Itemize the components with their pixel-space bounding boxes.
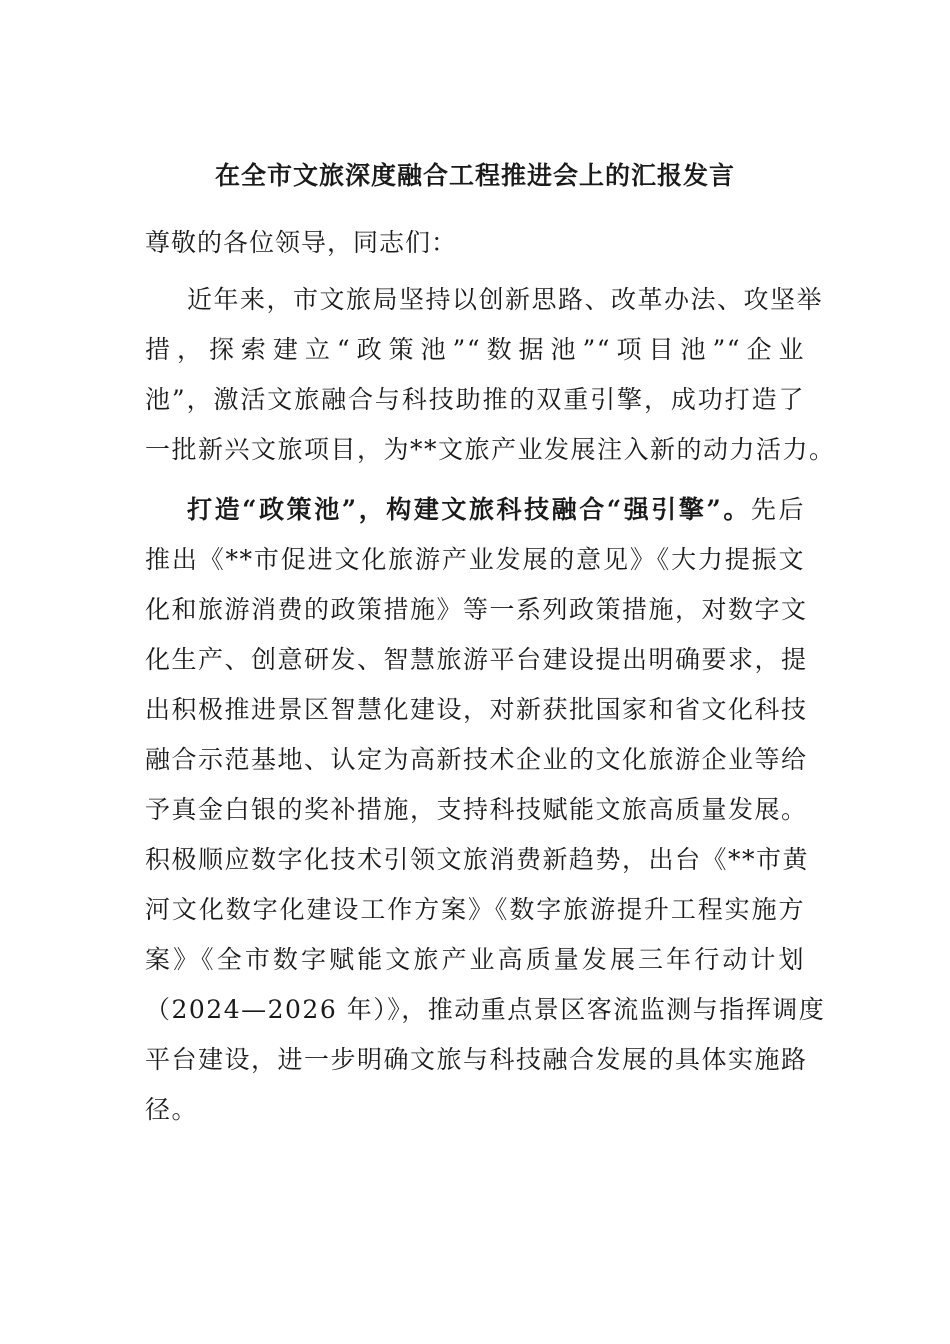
paragraph-line: 案》《全市数字赋能文旅产业高质量发展三年行动计划 [145, 945, 805, 974]
paragraph-line: 化和旅游消费的政策措施》等一系列政策措施，对数字文 [145, 595, 808, 624]
paragraph-line: 径。 [145, 1095, 199, 1124]
paragraph-line: 措，探索建立“政策池”“数据池”“项目池”“企业 [145, 335, 805, 364]
paragraph-line: 予真金白银的奖补措施，支持科技赋能文旅高质量发展。 [145, 795, 808, 824]
paragraph-line: （2024—2026 年）》，推动重点景区客流监测与指挥调度 [145, 995, 826, 1024]
paragraph-line: 积极顺应数字化技术引领文旅消费新趋势，出台《**市黄 [145, 845, 810, 874]
paragraph-line: 池”，激活文旅融合与科技助推的双重引擎，成功打造了 [145, 385, 805, 414]
paragraph-first-line [145, 485, 805, 535]
document-title: 在全市文旅深度融合工程推进会上的汇报发言 [214, 161, 735, 190]
paragraph-line: 化生产、创意研发、智慧旅游平台建设提出明确要求，提 [145, 645, 808, 674]
section-heading: 打造“政策池”，构建文旅科技融合“强引擎”。 [187, 495, 751, 524]
paragraph-line: 河文化数字化建设工作方案》《数字旅游提升工程实施方 [145, 895, 805, 924]
paragraph-line: 推出《**市促进文化旅游产业发展的意见》《大力提振文 [145, 545, 805, 574]
paragraph-line: 融合示范基地、认定为高新技术企业的文化旅游企业等给 [145, 745, 808, 774]
paragraph-1 [145, 275, 836, 475]
salutation: 尊敬的各位领导，同志们： [145, 228, 458, 257]
paragraph-2 [145, 485, 826, 1135]
paragraph-text: 先后 [750, 495, 805, 524]
paragraph-line: 一批新兴文旅项目，为**文旅产业发展注入新的动力活力。 [145, 435, 836, 464]
paragraph-line: 出积极推进景区智慧化建设，对新获批国家和省文化科技 [145, 695, 808, 724]
paragraph-line: 平台建设，进一步明确文旅与科技融合发展的具体实施路 [145, 1045, 808, 1074]
paragraph-line: 近年来，市文旅局坚持以创新思路、改革办法、攻坚举 [187, 285, 824, 314]
